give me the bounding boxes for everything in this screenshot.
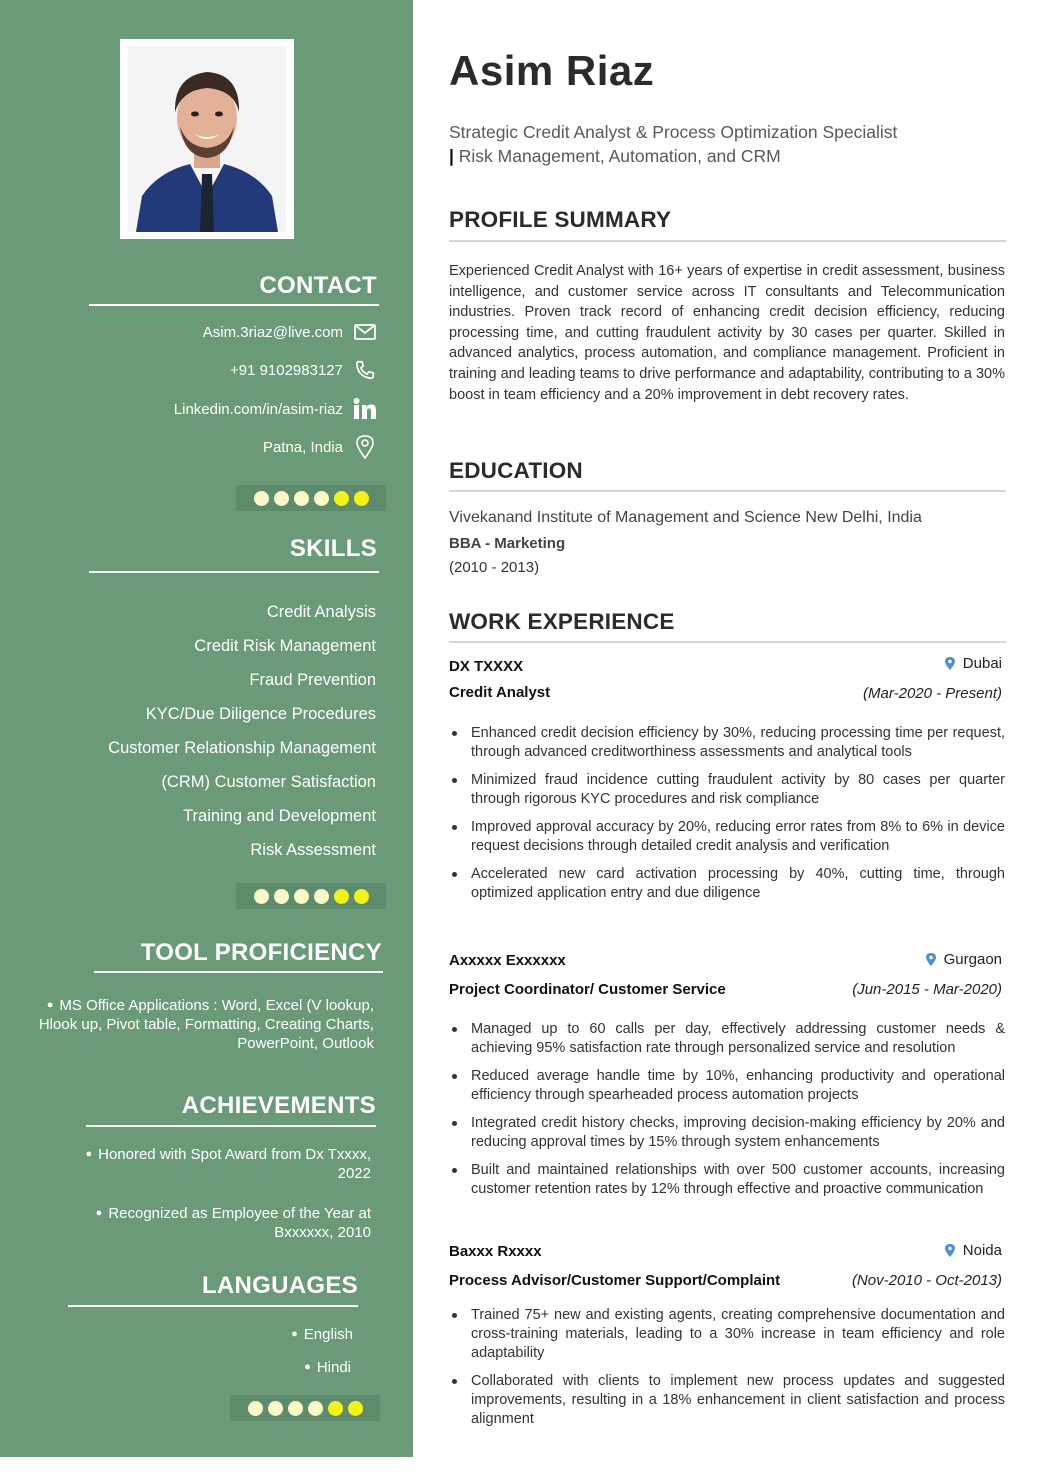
dot [328, 1401, 343, 1416]
job-bullet: Trained 75+ new and existing agents, creating comprehensive documentation and cross-training materials, leading to a 30% increase in team efficiency and role adaptability [449, 1306, 1005, 1363]
skill-item: Training and Development [183, 807, 376, 825]
profile-photo [128, 46, 286, 232]
education-degree: BBA - Marketing [449, 535, 566, 552]
skill-item: (CRM) Customer Satisfaction [161, 773, 376, 791]
bullet-icon: ● [46, 999, 54, 1011]
dot [254, 491, 269, 506]
contact-email-text: Asim.3riaz@live.com [202, 323, 343, 341]
skill-item: Fraud Prevention [249, 671, 376, 689]
job-title: Credit Analyst [449, 684, 551, 701]
location-pin-icon [353, 435, 377, 459]
dot [308, 1401, 323, 1416]
dot [248, 1401, 263, 1416]
candidate-name: Asim Riaz [449, 47, 655, 94]
dot [294, 889, 309, 904]
job-dates: (Jun-2015 - Mar-2020) [852, 981, 1002, 998]
job-location: Dubai [945, 655, 1002, 672]
job-bullet: Built and maintained relationships with over 500 customer accounts, increasing customer retention rates by 12% through effective and proactive communication [449, 1161, 1005, 1199]
dot [254, 889, 269, 904]
job-location: Noida [945, 1242, 1002, 1259]
bullet-icon: ● [95, 1207, 103, 1219]
candidate-tagline [449, 120, 1009, 168]
location-pin-icon [945, 657, 955, 671]
dot [314, 889, 329, 904]
job-dates: (Nov-2010 - Oct-2013) [851, 1272, 1002, 1289]
dot [314, 491, 329, 506]
job-bullet: Collaborated with clients to implement new process updates and suggested improvements, resulting in a 18% enhancement in client satisfaction and process alignment [449, 1372, 1005, 1429]
skill-item: Risk Assessment [250, 841, 376, 859]
contact-phone-text: +91 9102983127 [229, 361, 343, 379]
education-heading: EDUCATION [449, 458, 583, 483]
sidebar [0, 0, 413, 1457]
tool-item: ● MS Office Applications : Word, Excel (V lookup, Hlook up, Pivot table, Formatting, Creating Charts, PowerPoint, Outlook [38, 997, 374, 1052]
tagline-line-1: Strategic Credit Analyst & Process Optimization Specialist [449, 122, 898, 142]
bullet-icon: ● [304, 1361, 311, 1373]
job-bullet-list [449, 1306, 1005, 1438]
dot [274, 491, 289, 506]
skill-item: Credit Risk Management [194, 637, 376, 655]
language-item: ● English [291, 1326, 353, 1343]
language-item: ● Hindi [304, 1359, 351, 1376]
job-bullet: Improved approval accuracy by 20%, reducing error rates from 8% to 6% in device request decisions through detailed credit analysis and verification [449, 818, 1005, 856]
tools-divider [94, 971, 383, 973]
skill-item: KYC/Due Diligence Procedures [145, 705, 376, 723]
profile-summary-heading: PROFILE SUMMARY [449, 207, 672, 232]
tagline-separator: | [449, 146, 454, 166]
education-divider [449, 490, 1006, 492]
contact-email[interactable] [203, 319, 377, 345]
skills-divider [89, 571, 379, 573]
achievement-item: ● Honored with Spot Award from Dx Txxxx, 2022 [85, 1146, 371, 1182]
job-bullet: Managed up to 60 calls per day, effectively addressing customer needs & achieving 95% satisfaction rate through personalized service and resolution [449, 1020, 1005, 1058]
job-bullet: Integrated credit history checks, improving decision-making efficiency by 20% and reducing approval times by 15% through system enhancements [449, 1114, 1005, 1152]
dot [348, 1401, 363, 1416]
job-bullet-list [449, 724, 1005, 912]
job-company: Axxxxx Exxxxxx [449, 952, 566, 969]
job-bullet: Enhanced credit decision efficiency by 30%, reducing processing time per request, through advanced creditworthiness assessments and analytical tools [449, 724, 1005, 762]
job-dates: (Mar-2020 - Present) [863, 685, 1002, 702]
education-school: Vivekanand Institute of Management and Science New Delhi, India [449, 509, 922, 526]
contact-location-text: Patna, India [262, 438, 343, 456]
dots-divider-2 [236, 883, 386, 909]
work-experience-divider [449, 641, 1006, 643]
job-title: Process Advisor/Customer Support/Complaint [449, 1272, 781, 1289]
contact-phone[interactable] [230, 357, 377, 383]
contact-linkedin-text: Linkedin.com/in/asim-riaz [173, 400, 343, 418]
dot [274, 889, 289, 904]
dots-divider-3 [230, 1395, 380, 1421]
achievements-heading: ACHIEVEMENTS [181, 1092, 376, 1119]
job-location: Gurgaon [926, 951, 1002, 968]
bullet-icon: ● [85, 1148, 93, 1160]
profile-photo-frame [120, 39, 294, 239]
job-company: DX TXXXX [449, 658, 524, 675]
education-years: (2010 - 2013) [449, 559, 540, 576]
work-experience-heading: WORK EXPERIENCE [449, 609, 675, 634]
contact-heading: CONTACT [259, 272, 377, 299]
location-pin-icon [945, 1244, 955, 1258]
job-bullet-list [449, 1020, 1005, 1208]
languages-divider [68, 1305, 358, 1307]
languages-heading: LANGUAGES [201, 1272, 358, 1299]
contact-divider [89, 304, 379, 306]
job-title: Project Coordinator/ Customer Service [449, 981, 726, 998]
dot [354, 491, 369, 506]
skill-item: Credit Analysis [266, 603, 376, 621]
profile-summary-divider [449, 240, 1006, 242]
dot [334, 889, 349, 904]
job-bullet: Reduced average handle time by 10%, enhancing productivity and operational efficiency through spearheaded process automation projects [449, 1067, 1005, 1105]
contact-linkedin[interactable] [174, 396, 377, 422]
dot [334, 491, 349, 506]
job-bullet: Accelerated new card activation processing by 40%, cutting time, through optimized application entry and due diligence [449, 865, 1005, 903]
dots-divider-1 [236, 485, 386, 511]
location-pin-icon [926, 953, 936, 967]
tools-heading: TOOL PROFICIENCY [140, 939, 382, 966]
dot [354, 889, 369, 904]
dot [268, 1401, 283, 1416]
tagline-line-2: | Risk Management, Automation, and CRM [449, 146, 781, 166]
linkedin-icon [353, 397, 377, 421]
email-icon [353, 320, 377, 344]
dot [288, 1401, 303, 1416]
job-bullet: Minimized fraud incidence cutting fraudulent activity by 80 cases per quarter through rigorous KYC procedures and risk compliance [449, 771, 1005, 809]
phone-icon [353, 358, 377, 382]
skills-heading: SKILLS [289, 535, 377, 562]
profile-summary-text: Experienced Credit Analyst with 16+ years of expertise in credit assessment, business intelligence, and customer service across IT consultants and Telecommunication industries. Proven track record of enhancing credit decision efficiency, reducing processing time, and cutting fraudulent activity by 30 cases per quarter. Skilled in advanced analytics, process automation, and compliance management. Proficient in training and leading teams to drive performance and adaptability, contributing to a 30% boost in team efficiency and a 20% improvement in debt recovery rates. [449, 263, 1005, 403]
job-company: Baxxx Rxxxx [449, 1243, 542, 1260]
skill-item: Customer Relationship Management [108, 739, 376, 757]
bullet-icon: ● [291, 1328, 298, 1340]
achievement-item: ● Recognized as Employee of the Year at Bxxxxxx, 2010 [95, 1205, 371, 1241]
achievements-divider [86, 1125, 376, 1127]
dot [294, 491, 309, 506]
contact-location [263, 434, 377, 460]
